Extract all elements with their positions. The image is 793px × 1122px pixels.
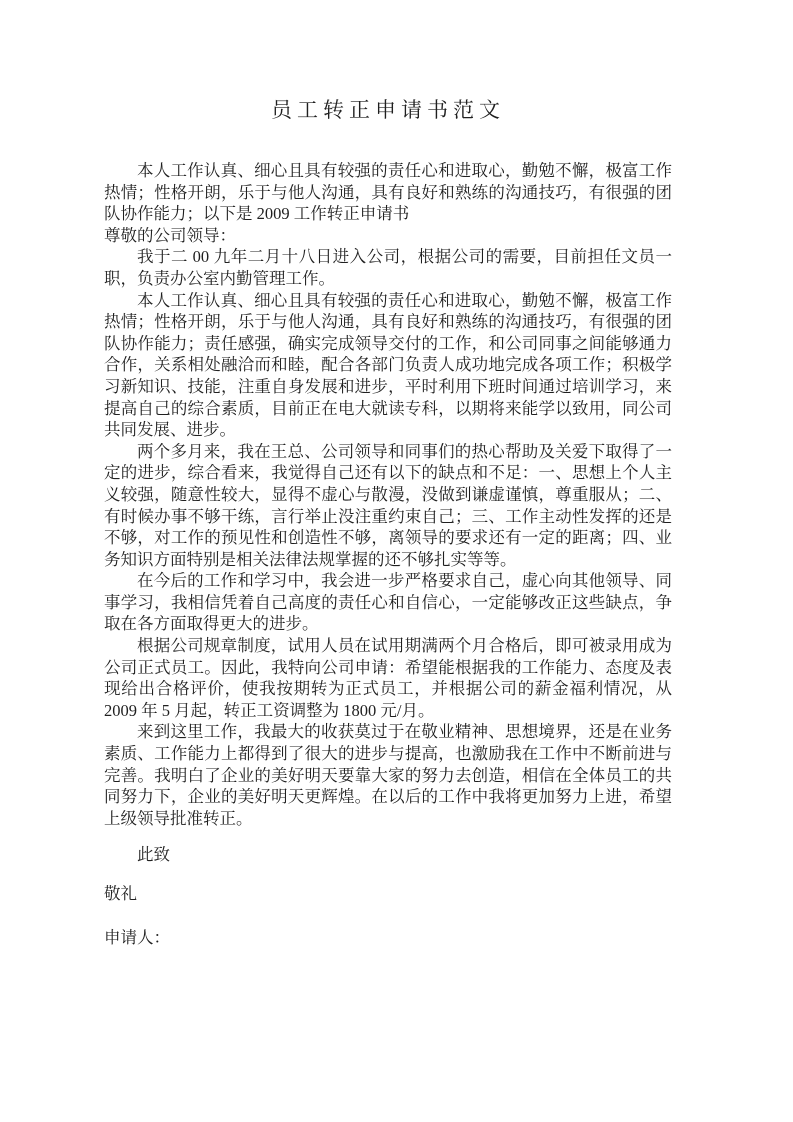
body-paragraph-joining: 我于二 00 九年二月十八日进入公司，根据公司的需要，目前担任文员一职，负责办公室内勤管理工作。 — [104, 247, 672, 288]
body-paragraph-gratitude: 来到这里工作，我最大的收获莫过于在敬业精神、思想境界，还是在业务素质、工作能力上都得到了很大的进步与提高，也激励我在工作中不断前进与完善。我明白了企业的美好明天要靠大家的努力去创造，相信在全体员工的共同努力下，企业的美好明天更辉煌。在以后的工作中我将更加努力上进，希望上级领导批准转正。 — [104, 722, 672, 828]
body-paragraph-future-plan: 在今后的工作和学习中，我会进一步严格要求自己，虚心向其他领导、同事学习，我相信凭着自己高度的责任心和自信心，一定能够改正这些缺点，争取在各方面取得更大的进步。 — [104, 571, 672, 634]
body-paragraph-intro: 本人工作认真、细心且具有较强的责任心和进取心，勤勉不懈，极富工作热情；性格开朗，乐于与他人沟通，具有良好和熟练的沟通技巧，有很强的团队协作能力；以下是 2009 工作转正申请书 — [104, 161, 672, 224]
body-paragraph-shortcomings: 两个多月来，我在王总、公司领导和同事们的热心帮助及关爱下取得了一定的进步，综合看来，我觉得自己还有以下的缺点和不足：一、思想上个人主义较强，随意性较大，显得不虚心与散漫，没做到谦虚谨慎，尊重服从；二、有时候办事不够干练，言行举止没注重约束自己；三、工作主动性发挥的还是不够，对工作的预见性和创造性不够，离领导的要求还有一定的距离；四、业务知识方面特别是相关法律法规掌握的还不够扎实等等。 — [104, 441, 672, 569]
body-paragraph-request: 根据公司规章制度，试用人员在试用期满两个月合格后，即可被录用成为公司正式员工。因此，我特向公司申请：希望能根据我的工作能力、态度及表现给出合格评价，使我按期转为正式员工，并根据公司的薪金福利情况，从 2009 年 5 月起，转正工资调整为 1800 元/月。 — [104, 636, 672, 720]
closing-respectfully: 此致 — [137, 845, 170, 865]
document-title: 员工转正申请书范文 — [271, 98, 505, 122]
salutation-line: 尊敬的公司领导： — [104, 225, 236, 245]
document-content — [104, 97, 672, 948]
closing-salute: 敬礼 — [104, 884, 137, 903]
applicant-label: 申请人： — [104, 927, 170, 947]
body-paragraph-self-evaluation: 本人工作认真、细心且具有较强的责任心和进取心，勤勉不懈，极富工作热情；性格开朗，乐于与他人沟通，具有良好和熟练的沟通技巧，有很强的团队协作能力；责任感强，确实完成领导交付的工作，和公司同事之间能够通力合作，关系相处融洽而和睦，配合各部门负责人成功地完成各项工作；积极学习新知识、技能，注重自身发展和进步，平时利用下班时间通过培训学习，来提高自己的综合素质，目前正在电大就读专科，以期将来能学以致用，同公司共同发展、进步。 — [104, 290, 672, 440]
